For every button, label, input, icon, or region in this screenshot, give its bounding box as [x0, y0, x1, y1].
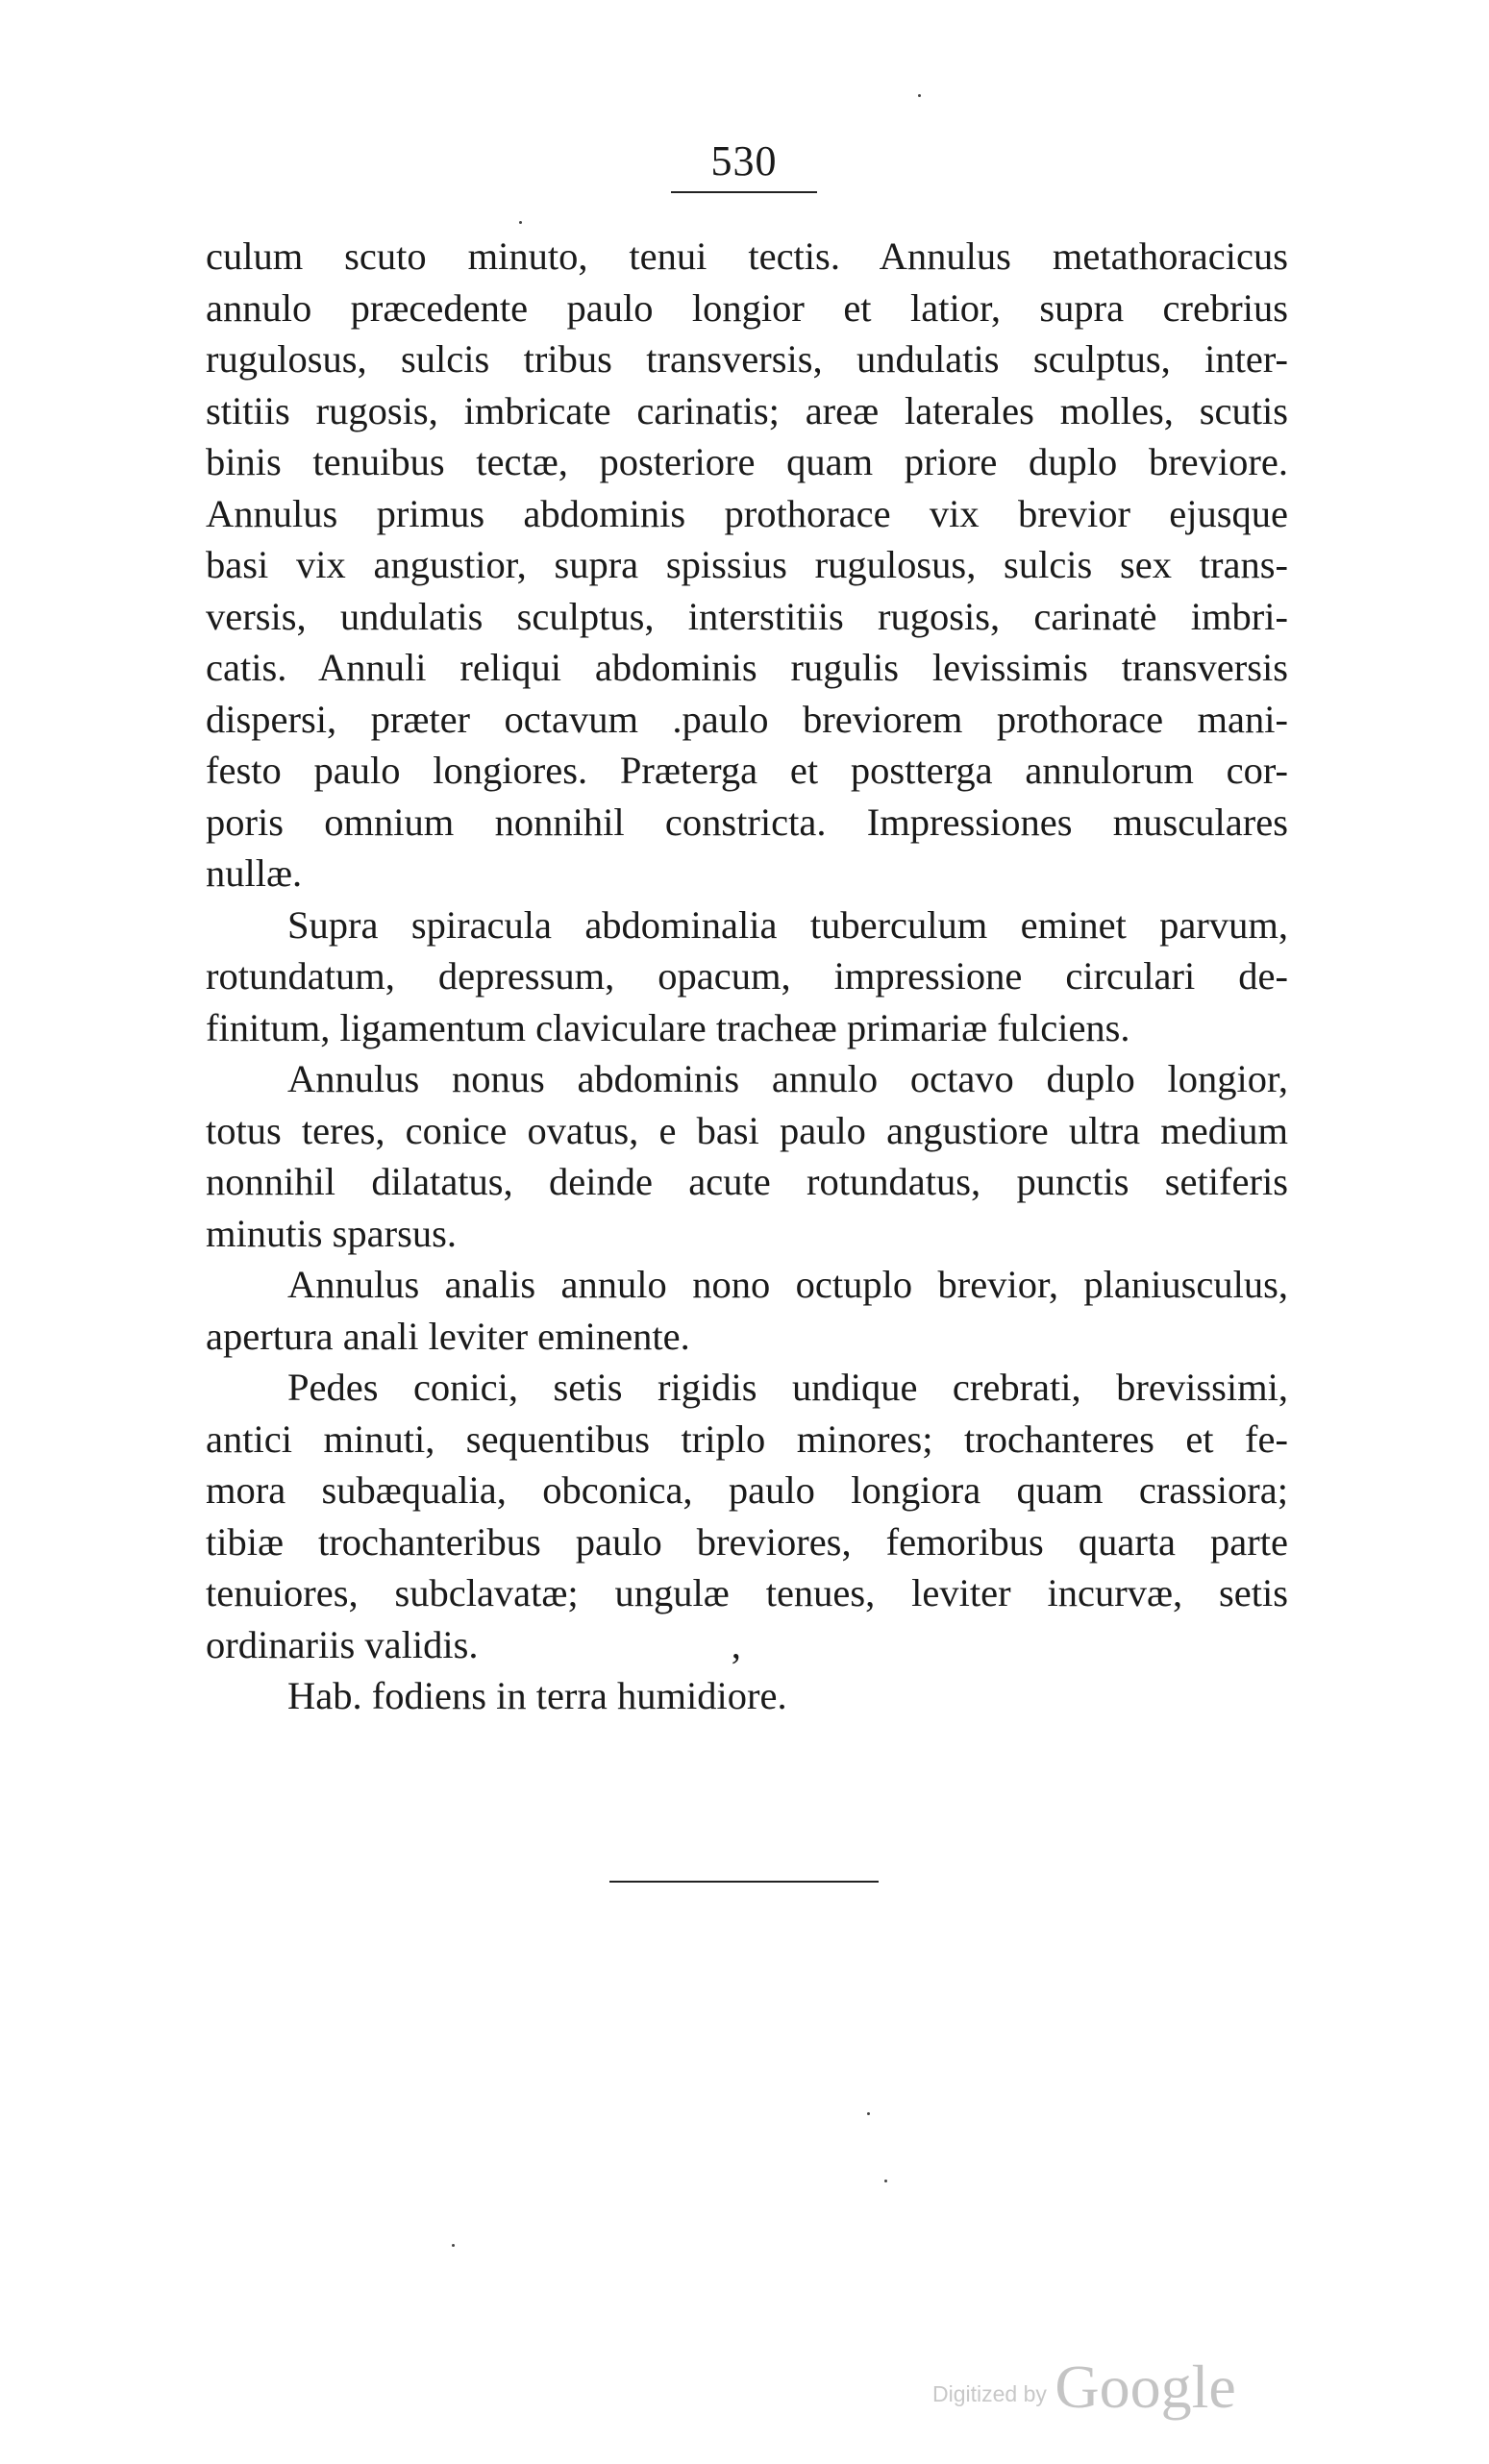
- watermark-prefix: Digitized by: [932, 2381, 1047, 2406]
- text-line: totus teres, conice ovatus, e basi paulo angustiore ultra medium: [206, 1108, 1288, 1152]
- text-line: dispersi, præter octavum .paulo breviorem prothorace mani-: [206, 697, 1288, 741]
- text-line: Hab. fodiens in terra humidiore.: [287, 1674, 787, 1717]
- text-line: Annulus nonus abdominis annulo octavo duplo longior,: [287, 1057, 1288, 1100]
- paper-speck: [884, 2180, 887, 2182]
- paper-speck: [452, 2244, 455, 2247]
- end-rule: [609, 1881, 879, 1883]
- text-line: Pedes conici, setis rigidis undique crebrati, brevissimi,: [287, 1366, 1288, 1409]
- text-line: apertura anali leviter eminente.: [206, 1314, 690, 1358]
- text-line: finitum, ligamentum claviculare tracheæ primariæ fulciens.: [206, 1005, 1130, 1049]
- text-line: tibiæ trochanteribus paulo breviores, femoribus quarta parte: [206, 1519, 1288, 1564]
- text-line: Annulus primus abdominis prothorace vix brevior ejusque: [206, 491, 1288, 535]
- text-line: culum scuto minuto, tenui tectis. Annulus metathoracicus: [206, 234, 1288, 278]
- text-line: versis, undulatis sculptus, interstitiis rugosis, carinatė imbri-: [206, 594, 1288, 638]
- text-line: basi vix angustior, supra spissius rugulosus, sulcis sex trans-: [206, 543, 1288, 586]
- text-line: mora subæqualia, obconica, paulo longiora quam crassiora;: [206, 1468, 1288, 1512]
- text-line: rotundatum, depressum, opacum, impressione circulari de-: [206, 954, 1288, 998]
- body-text: [206, 231, 1288, 1722]
- text-line: nonnihil dilatatus, deinde acute rotundatus, punctis setiferis: [206, 1160, 1288, 1203]
- text-line: ordinariis validis. ,: [206, 1622, 741, 1666]
- text-line: minutis sparsus.: [206, 1211, 458, 1255]
- google-watermark: [932, 2352, 1236, 2423]
- text-line: rugulosus, sulcis tribus transversis, undulatis sculptus, inter-: [206, 337, 1288, 381]
- text-line: antici minuti, sequentibus triplo minores; trochanteres et fe-: [206, 1417, 1288, 1461]
- text-line: annulo præcedente paulo longior et latior, supra crebrius: [206, 285, 1288, 330]
- page-number-underline: [671, 191, 817, 193]
- paper-speck: [867, 2112, 870, 2115]
- text-line: stitiis rugosis, imbricate carinatis; areæ laterales molles, scutis: [206, 388, 1288, 432]
- text-line: festo paulo longiores. Præterga et postterga annulorum cor-: [206, 749, 1288, 792]
- text-line: poris omnium nonnihil constricta. Impressiones musculares: [206, 800, 1288, 844]
- text-line: binis tenuibus tectæ, posteriore quam priore duplo breviore.: [206, 440, 1288, 483]
- page-number: 530: [710, 137, 778, 185]
- text-line: Annulus analis annulo nono octuplo brevior, planiusculus,: [287, 1263, 1288, 1306]
- text-line: Supra spiracula abdominalia tuberculum eminet parvum,: [287, 902, 1288, 947]
- google-logo: Google: [1055, 2353, 1236, 2421]
- paper-speck: [519, 221, 522, 224]
- text-line: tenuiores, subclavatæ; ungulæ tenues, leviter incurvæ, setis: [206, 1571, 1288, 1614]
- text-line: nullæ.: [206, 851, 303, 895]
- paper-speck: [918, 94, 921, 97]
- text-line: catis. Annuli reliqui abdominis rugulis levissimis transversis: [206, 646, 1288, 689]
